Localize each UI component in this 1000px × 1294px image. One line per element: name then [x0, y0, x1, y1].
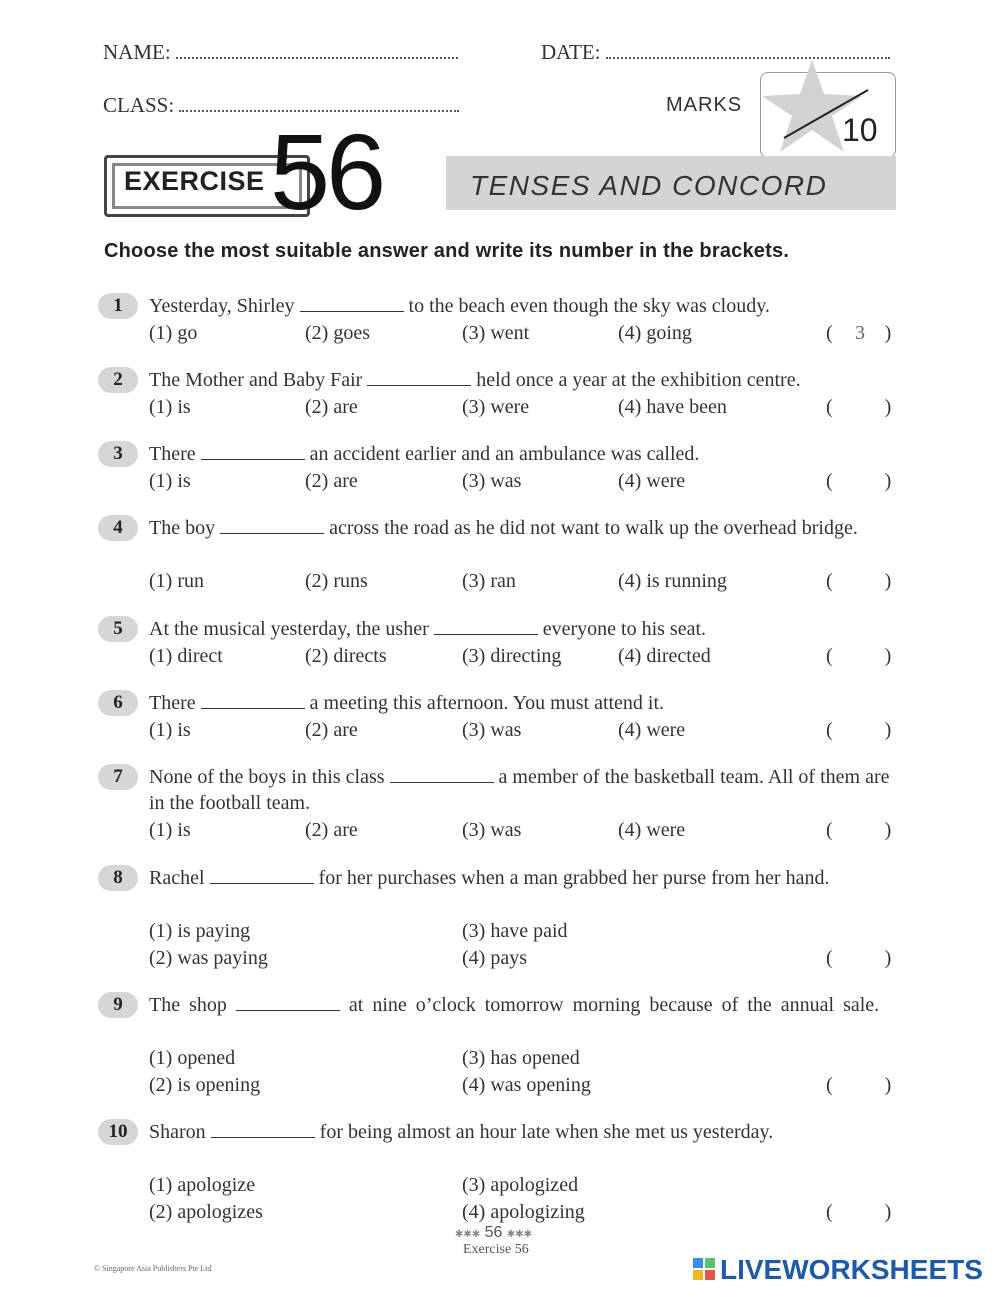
option-1: (1) run: [149, 570, 204, 592]
answer-value[interactable]: 3: [855, 322, 865, 344]
answer-blank: [367, 369, 471, 386]
option-3: (3) was: [462, 719, 522, 741]
stem-after-blank: a meeting this afternoon. You must attend it.: [309, 692, 665, 714]
stem-before-blank: The shop: [149, 994, 227, 1016]
marks-total: 10: [842, 112, 878, 148]
option-1: (1) apologize: [149, 1174, 256, 1196]
question-number: 3: [98, 441, 138, 467]
question-stem: [149, 616, 899, 642]
option-1: (1) is: [149, 719, 191, 741]
option-4: (4) have been: [618, 396, 727, 418]
answer-bracket[interactable]: ( ): [826, 1074, 892, 1096]
stem-after-blank: everyone to his seat.: [542, 618, 707, 640]
answer-blank: [201, 443, 305, 460]
option-1: (1) opened: [149, 1047, 236, 1069]
question-stem: [149, 515, 899, 541]
option-1: (1) is: [149, 396, 191, 418]
stem-after-blank: a member of the basketball team. All of them are in the football team.: [149, 766, 890, 814]
stem-after-blank: an accident earlier and an ambulance was called.: [309, 443, 700, 465]
answer-bracket[interactable]: ( ): [826, 947, 892, 969]
stem-after-blank: across the road as he did not want to walk up the overhead bridge.: [329, 517, 858, 539]
question-number: 8: [98, 865, 138, 891]
option-2: (3) has opened: [462, 1047, 580, 1069]
answer-blank: [201, 692, 305, 709]
exercise-title: TENSES AND CONCORD: [470, 170, 828, 201]
option-3: (3) were: [462, 396, 530, 418]
answer-bracket[interactable]: ( ): [826, 570, 892, 592]
option-3: (2) is opening: [149, 1074, 261, 1096]
option-4: (4) pays: [462, 947, 527, 969]
answer-blank: [434, 618, 538, 635]
stem-before-blank: The Mother and Baby Fair: [149, 369, 363, 391]
question-number: 4: [98, 515, 138, 541]
option-2: (3) apologized: [462, 1174, 579, 1196]
option-3: (3) was: [462, 470, 522, 492]
option-3: (3) was: [462, 819, 522, 841]
question-stem: [149, 1119, 899, 1145]
stem-before-blank: Sharon: [149, 1121, 206, 1143]
option-4: (4) were: [618, 819, 686, 841]
option-2: (2) goes: [305, 322, 370, 344]
question-stem: [149, 690, 899, 716]
question-number: 1: [98, 293, 138, 319]
class-label: CLASS:: [103, 93, 175, 117]
answer-bracket[interactable]: ( ): [826, 470, 892, 492]
question-stem: [149, 992, 899, 1018]
option-1: (1) is: [149, 470, 191, 492]
option-3: (2) apologizes: [149, 1201, 263, 1223]
answer-blank: [300, 295, 404, 312]
option-1: (1) is paying: [149, 920, 251, 942]
option-3: (3) went: [462, 322, 530, 344]
name-input-line[interactable]: [176, 43, 458, 59]
question-stem: [149, 441, 899, 467]
exercise-label: EXERCISE: [124, 166, 265, 196]
option-3: (2) was paying: [149, 947, 268, 969]
option-2: (2) are: [305, 470, 358, 492]
stem-before-blank: Yesterday, Shirley: [149, 295, 295, 317]
question-number: 9: [98, 992, 138, 1018]
answer-bracket[interactable]: ( ): [826, 396, 892, 418]
option-4: (4) going: [618, 322, 692, 344]
page-number: 56: [484, 1224, 503, 1241]
question-number: 10: [98, 1119, 138, 1145]
option-4: (4) were: [618, 719, 686, 741]
answer-bracket[interactable]: ( ): [826, 322, 892, 344]
question-number: 7: [98, 764, 138, 790]
option-3: (3) ran: [462, 570, 516, 592]
option-4: (4) is running: [618, 570, 727, 592]
exercise-number: 56: [270, 111, 383, 232]
question-stem: [149, 367, 899, 393]
copyright: © Singapore Asia Publishers Pte Ltd: [94, 1264, 212, 1273]
option-2: (2) runs: [305, 570, 368, 592]
question-number: 6: [98, 690, 138, 716]
name-field: [103, 40, 458, 65]
stem-after-blank: to the beach even though the sky was cloudy.: [408, 295, 770, 317]
question-stem: [149, 764, 899, 816]
answer-bracket[interactable]: ( ): [826, 819, 892, 841]
stem-before-blank: There: [149, 692, 196, 714]
footer-exercise: Exercise 56: [463, 1242, 529, 1257]
option-2: (2) are: [305, 719, 358, 741]
option-2: (2) are: [305, 819, 358, 841]
instructions: Choose the most suitable answer and write its number in the brackets.: [104, 240, 790, 262]
option-2: (3) have paid: [462, 920, 568, 942]
date-input-line[interactable]: [606, 43, 890, 59]
stem-after-blank: at nine o’clock tomorrow morning because of the annual sale.: [348, 994, 880, 1016]
stem-after-blank: held once a year at the exhibition centre.: [476, 369, 801, 391]
option-2: (2) directs: [305, 645, 387, 667]
name-label: NAME:: [103, 40, 171, 64]
option-4: (4) were: [618, 470, 686, 492]
option-3: (3) directing: [462, 645, 562, 667]
answer-bracket[interactable]: ( ): [826, 645, 892, 667]
answer-bracket[interactable]: ( ): [826, 719, 892, 741]
option-4: (4) directed: [618, 645, 711, 667]
question-number: 5: [98, 616, 138, 642]
answer-bracket[interactable]: ( ): [826, 1201, 892, 1223]
stem-before-blank: There: [149, 443, 196, 465]
answer-blank: [210, 867, 314, 884]
question-stem: [149, 865, 899, 891]
liveworksheets-logo-icon: [693, 1258, 715, 1280]
marks-label: MARKS: [666, 94, 743, 116]
answer-blank: [211, 1121, 315, 1138]
class-input-line[interactable]: [179, 96, 459, 112]
option-2: (2) are: [305, 396, 358, 418]
question-stem: [149, 293, 899, 319]
option-1: (1) go: [149, 322, 198, 344]
question-number: 2: [98, 367, 138, 393]
footer-page-number: ✱✱✱ 56 ✱✱✱: [455, 1224, 532, 1241]
stem-after-blank: for her purchases when a man grabbed her purse from her hand.: [318, 867, 830, 889]
option-1: (1) is: [149, 819, 191, 841]
option-1: (1) direct: [149, 645, 223, 667]
stem-before-blank: At the musical yesterday, the usher: [149, 618, 429, 640]
answer-blank: [220, 517, 324, 534]
stem-before-blank: None of the boys in this class: [149, 766, 385, 788]
stem-before-blank: The boy: [149, 517, 216, 539]
option-4: (4) apologizing: [462, 1201, 585, 1223]
answer-blank: [390, 766, 494, 783]
stem-before-blank: Rachel: [149, 867, 205, 889]
option-4: (4) was opening: [462, 1074, 591, 1096]
answer-blank: [236, 994, 340, 1011]
stem-after-blank: for being almost an hour late when she met us yesterday.: [319, 1121, 774, 1143]
date-label: DATE:: [541, 40, 601, 64]
liveworksheets-brand[interactable]: LIVEWORKSHEETS: [720, 1254, 983, 1285]
